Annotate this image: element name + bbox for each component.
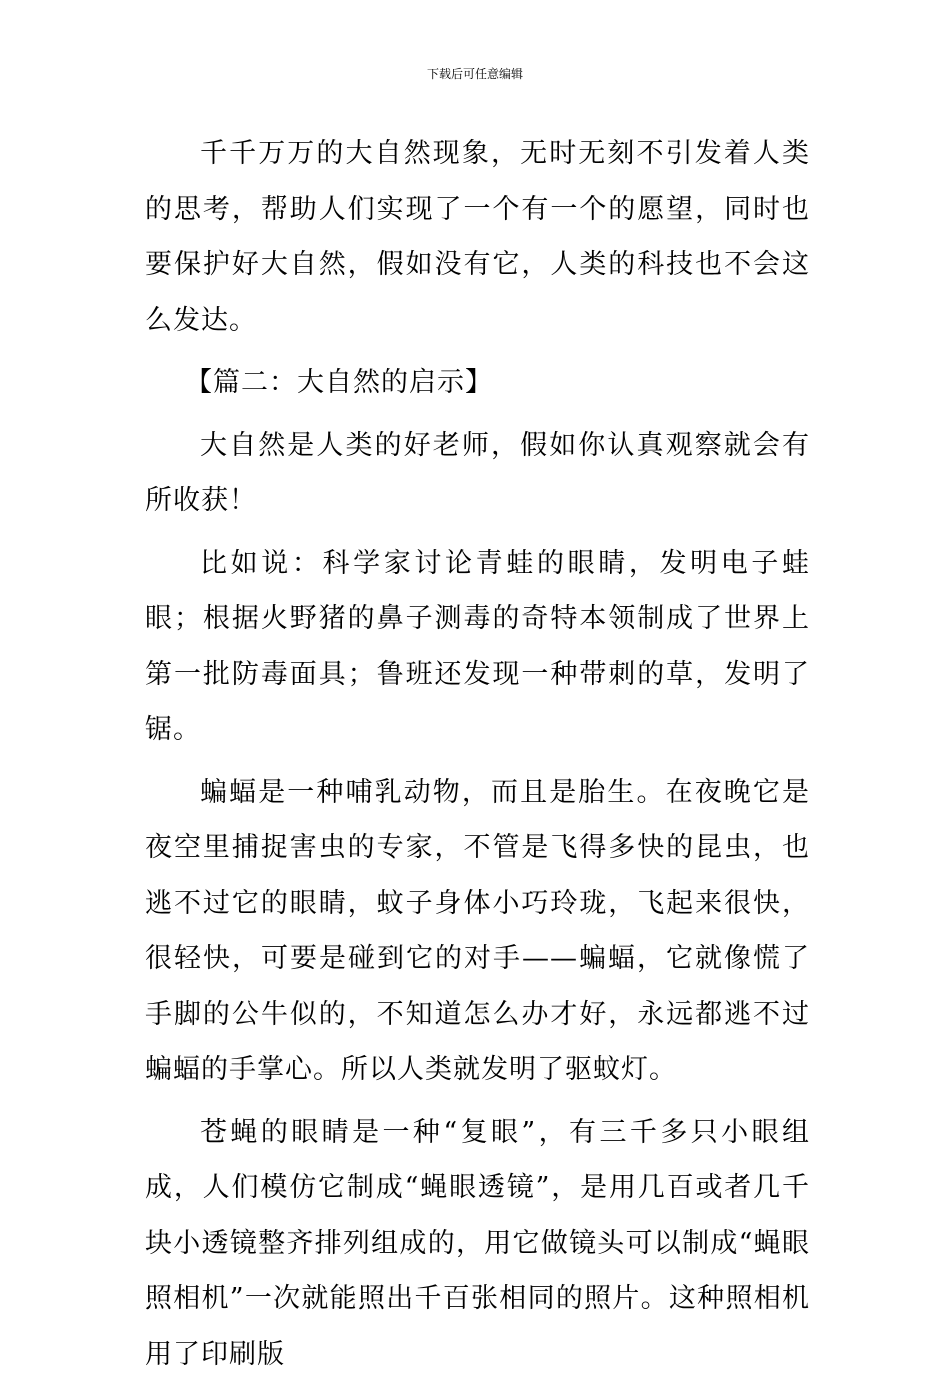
paragraph-fly-eyes: 苍蝇的眼睛是一种“复眼”，有三千多只小眼组成，人们模仿它制成“蝇眼透镜”，是用几百或者几千块小透镜整齐排列组成的，用它做镜头可以制成“蝇眼照相机”一次就能照出千百张相同的照片。这种照相机用了印刷版	[145, 1116, 810, 1370]
paragraph-nature-phenomena: 千千万万的大自然现象，无时无刻不引发着人类的思考，帮助人们实现了一个有一个的愿望，同时也要保护好大自然，假如没有它，人类的科技也不会这么发达。	[145, 138, 810, 336]
document-body	[145, 126, 810, 1389]
page-header: 下载后可任意编辑	[426, 67, 523, 81]
section-heading: 【篇二：大自然的启示】	[185, 367, 493, 398]
paragraph-examples: 比如说：科学家讨论青蛙的眼睛，发明电子蛙眼；根据火野猪的鼻子测毒的奇特本领制成了世界上第一批防毒面具；鲁班还发现一种带刺的草，发明了锯。	[145, 547, 810, 745]
paragraph-nature-teacher: 大自然是人类的好老师，假如你认真观察就会有所收获！	[145, 429, 810, 516]
paragraph-bats: 蝙蝠是一种哺乳动物，而且是胎生。在夜晚它是夜空里捕捉害虫的专家，不管是飞得多快的昆虫，也逃不过它的眼睛，蚊子身体小巧玲珑，飞起来很快，很轻快，可要是碰到它的对手——蝙蝠，它就像慌了手脚的公牛似的，不知道怎么办才好，永远都逃不过蝙蝠的手掌心。所以人类就发明了驱蚊灯。	[145, 776, 810, 1085]
